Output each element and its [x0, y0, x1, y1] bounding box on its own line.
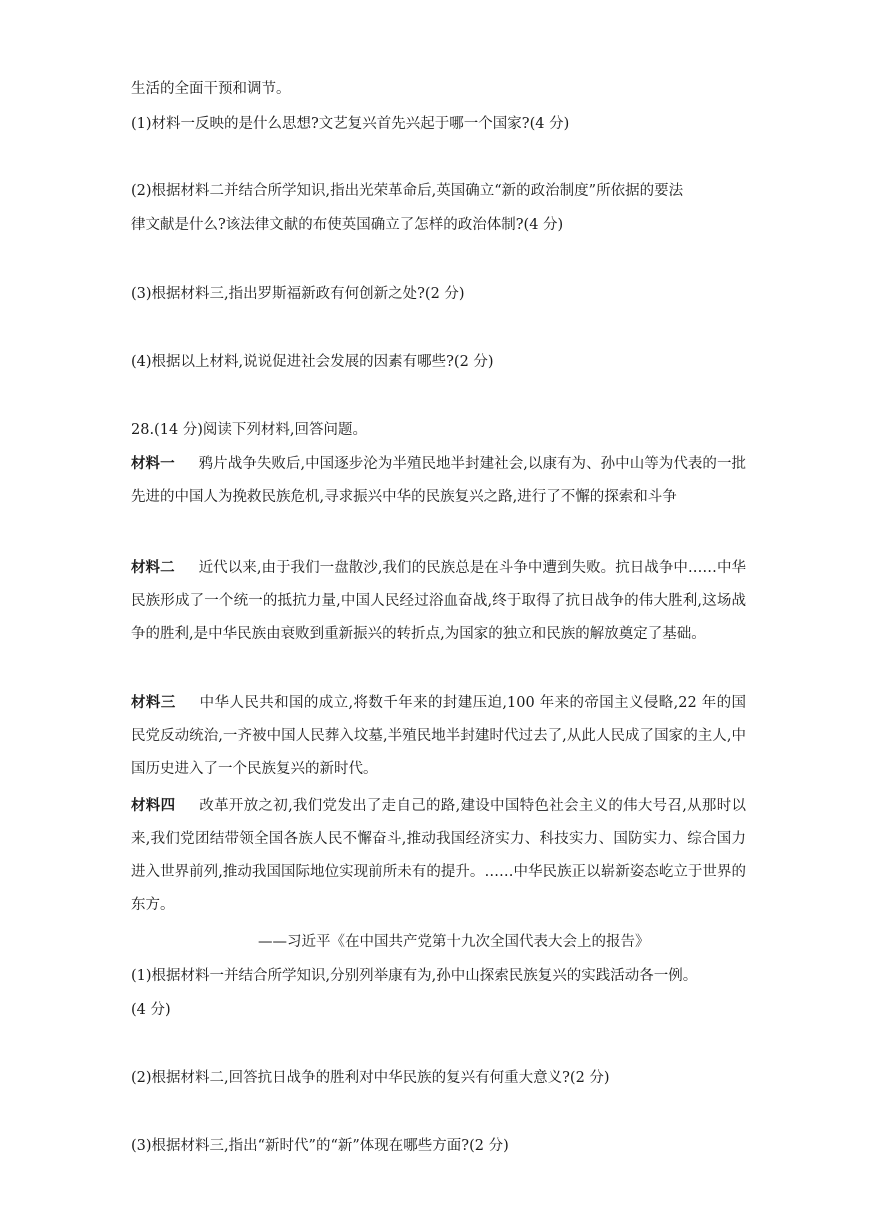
- material-4: [131, 789, 746, 922]
- material-label: 材料三: [131, 694, 176, 711]
- prev-question-3: (3)根据材料三,指出罗斯福新政有何创新之处?(2 分): [131, 286, 465, 302]
- material-1: [131, 447, 746, 514]
- question-28-title: 28.(14 分)阅读下列材料,回答问题。: [131, 422, 368, 438]
- previous-question-tail: 生活的全面干预和调节。: [131, 81, 291, 97]
- q28-question-3: (3)根据材料三,指出“新时代”的“新”体现在哪些方面?(2 分): [131, 1138, 509, 1154]
- prev-question-4: (4)根据以上材料,说说促进社会发展的因素有哪些?(2 分): [131, 354, 494, 370]
- material-text: 中华人民共和国的成立,将数千年来的封建压迫,100 年来的帝国主义侵略,22 年的国民党反动统治,一齐被中国人民葬入坟墓,半殖民地半封建时代过去了,从此人民成了国家的主人,中国历史进入了一个民族复兴的新时代。: [131, 695, 747, 777]
- prev-question-2-line-2: 律文献是什么?该法律文献的布使英国确立了怎样的政治体制?(4 分): [131, 217, 564, 233]
- prev-question-2-line-1: (2)根据材料二并结合所学知识,指出光荣革命后,英国确立“新的政治制度”所依据的要法: [131, 183, 684, 199]
- material-2: [131, 551, 746, 651]
- material-text: 改革开放之初,我们党发出了走自己的路,建设中国特色社会主义的伟大号召,从那时以来,我们党团结带领全国各族人民不懈奋斗,推动我国经济实力、科技实力、国防实力、综合国力进入世界前列,推动我国国际地位实现前所未有的提升。……中华民族正以崭新姿态屹立于世界的东方。: [131, 798, 747, 913]
- material-text: 近代以来,由于我们一盘散沙,我们的民族总是在斗争中遭到失败。抗日战争中……中华民族形成了一个统一的抵抗力量,中国人民经过浴血奋战,终于取得了抗日战争的伟大胜利,这场战争的胜利,是中华民族由衰败到重新振兴的转折点,为国家的独立和民族的解放奠定了基础。: [131, 560, 747, 642]
- citation: ——习近平《在中国共产党第十九次全国代表大会上的报告》: [258, 934, 650, 950]
- material-label: 材料四: [131, 797, 176, 814]
- q28-question-1-line-2: (4 分): [131, 1002, 171, 1018]
- q28-question-2: (2)根据材料二,回答抗日战争的胜利对中华民族的复兴有何重大意义?(2 分): [131, 1070, 610, 1086]
- material-label: 材料二: [131, 559, 175, 576]
- prev-question-1: (1)材料一反映的是什么思想?文艺复兴首先兴起于哪一个国家?(4 分): [131, 116, 570, 132]
- q28-question-1-line-1: (1)根据材料一并结合所学知识,分别列举康有为,孙中山探索民族复兴的实践活动各一例。: [131, 968, 698, 984]
- material-text: 鸦片战争失败后,中国逐步沦为半殖民地半封建社会,以康有为、孙中山等为代表的一批先进的中国人为挽救民族危机,寻求振兴中华的民族复兴之路,进行了不懈的探索和斗争: [131, 456, 747, 505]
- material-label: 材料一: [131, 455, 175, 472]
- material-3: [131, 686, 746, 786]
